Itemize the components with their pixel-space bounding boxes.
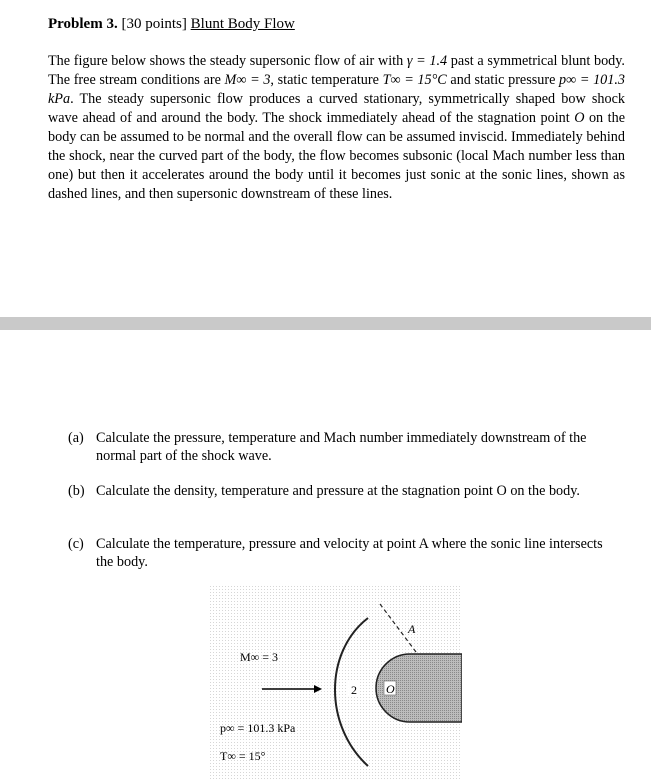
problem-heading [48, 16, 295, 33]
point-2-label: 2 [351, 683, 357, 697]
mach-label: M∞ = 3 [240, 650, 278, 664]
page-separator-band [0, 317, 651, 330]
point-o-ref: O [574, 110, 585, 126]
intro-text-6: on the body can be assumed to be normal and the overall flow can be assumed inviscid. Immediately behind the shock, near the curved part of the body, the flow becomes subsonic (local Mach number less than one) but then it accelerates around the body until it becomes just sonic at the sonic lines, shown as dashed lines, and then supersonic downstream of these lines. [48, 110, 625, 202]
mach-equation: M∞ = 3 [224, 72, 271, 88]
pressure-equation: p∞ = 101.3 kPa [48, 72, 625, 107]
blunt-body-figure [210, 586, 462, 779]
temperature-label: T∞ = 15° [220, 749, 266, 763]
gamma-equation: γ = 1.4 [406, 53, 448, 69]
part-a-label: (a) [68, 430, 84, 446]
point-o-label: O [386, 682, 395, 696]
problem-number: Problem 3. [48, 16, 118, 32]
problem-title: Blunt Body Flow [190, 16, 295, 32]
temperature-equation: T∞ = 15°C [382, 72, 447, 88]
problem-points: [30 points] [121, 16, 187, 32]
part-b-label: (b) [68, 483, 85, 499]
part-b-text: Calculate the density, temperature and pressure at the stagnation point O on the body. [96, 483, 580, 499]
question-part-a [68, 429, 613, 465]
part-a-text: Calculate the pressure, temperature and Mach number immediately downstream of the normal part of the shock wave. [96, 430, 587, 464]
intro-text-3: , static temperature [270, 72, 383, 88]
part-c-text: Calculate the temperature, pressure and velocity at point A where the sonic line intersects the body. [96, 536, 603, 570]
point-a-label: A [408, 622, 416, 636]
intro-text-5: . The steady supersonic flow produces a curved stationary, symmetrically shaped bow shock wave ahead of and around the body. The shock immediately ahead of the stagnation point [48, 91, 625, 126]
question-part-c [68, 535, 613, 571]
part-c-label: (c) [68, 536, 84, 552]
question-part-b [68, 482, 613, 500]
intro-text-4: and static pressure [446, 72, 560, 88]
intro-text-2: past a symmetrical blunt body. The free stream conditions are [48, 53, 625, 88]
pressure-label: p∞ = 101.3 kPa [220, 721, 296, 735]
intro-paragraph [48, 52, 625, 204]
intro-text-1: The figure below shows the steady supersonic flow of air with [48, 53, 407, 69]
